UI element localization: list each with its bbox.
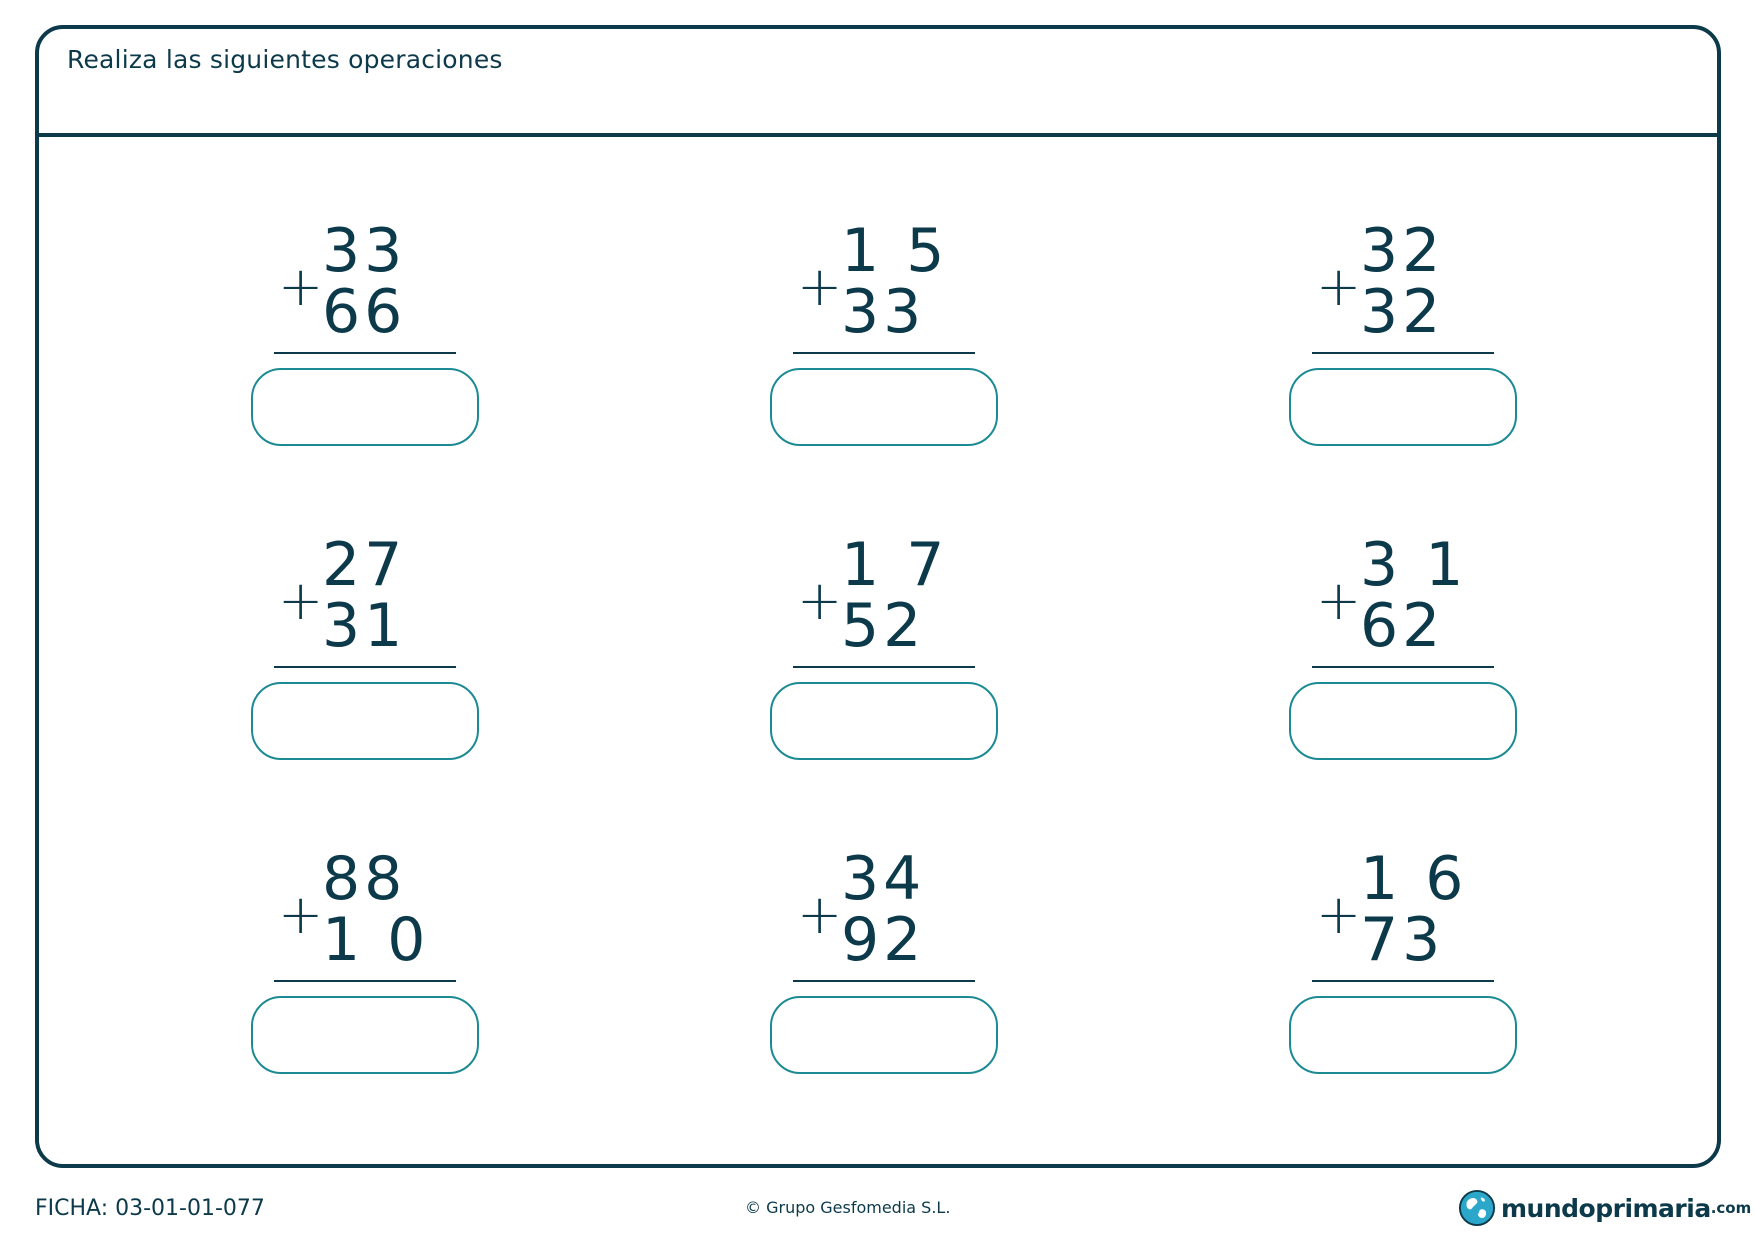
sum-line — [793, 352, 975, 354]
sum-line — [793, 666, 975, 668]
addend-bottom: 66 — [322, 277, 407, 347]
logo-name: mundoprimaria — [1501, 1193, 1711, 1223]
addend-bottom: 32 — [1360, 277, 1445, 347]
plus-sign: + — [797, 569, 843, 632]
addend-top: 32 — [1360, 216, 1445, 286]
instruction-title: Realiza las siguientes operaciones — [67, 45, 503, 74]
addend-bottom: 62 — [1360, 591, 1445, 661]
plus-sign: + — [278, 255, 324, 318]
answer-box[interactable] — [251, 682, 479, 760]
addend-top: 27 — [322, 530, 407, 600]
addend-top: 1 7 — [841, 530, 949, 600]
globe-icon — [1458, 1189, 1496, 1227]
sum-line — [274, 666, 456, 668]
answer-box[interactable] — [251, 996, 479, 1074]
addend-top: 34 — [841, 844, 926, 914]
sum-line — [793, 980, 975, 982]
plus-sign: + — [1316, 569, 1362, 632]
ficha-code: FICHA: 03-01-01-077 — [35, 1196, 265, 1221]
answer-box[interactable] — [770, 682, 998, 760]
plus-sign: + — [797, 255, 843, 318]
addition-problem — [1284, 846, 1544, 1086]
addend-bottom: 52 — [841, 591, 926, 661]
addend-top: 88 — [322, 844, 407, 914]
addend-bottom: 92 — [841, 905, 926, 975]
addition-problem — [246, 532, 506, 772]
mundoprimaria-logo — [1458, 1188, 1751, 1228]
sum-line — [274, 352, 456, 354]
addend-bottom: 1 0 — [322, 905, 430, 975]
sum-line — [1312, 352, 1494, 354]
addend-top: 1 5 — [841, 216, 949, 286]
plus-sign: + — [1316, 883, 1362, 946]
addition-problem — [1284, 532, 1544, 772]
addition-problem — [765, 218, 1025, 458]
addition-problem — [765, 846, 1025, 1086]
addition-problem — [246, 218, 506, 458]
answer-box[interactable] — [1289, 368, 1517, 446]
sum-line — [1312, 666, 1494, 668]
logo-tld: .com — [1710, 1199, 1752, 1217]
plus-sign: + — [797, 883, 843, 946]
plus-sign: + — [278, 569, 324, 632]
answer-box[interactable] — [1289, 682, 1517, 760]
addition-problem — [765, 532, 1025, 772]
plus-sign: + — [1316, 255, 1362, 318]
addend-top: 3 1 — [1360, 530, 1468, 600]
answer-box[interactable] — [770, 368, 998, 446]
addend-bottom: 31 — [322, 591, 407, 661]
sum-line — [274, 980, 456, 982]
addend-top: 1 6 — [1360, 844, 1468, 914]
copyright-notice: © Grupo Gesfomedia S.L. — [745, 1198, 951, 1217]
addend-bottom: 73 — [1360, 905, 1445, 975]
sum-line — [1312, 980, 1494, 982]
worksheet-frame — [35, 25, 1721, 1168]
answer-box[interactable] — [251, 368, 479, 446]
problems-grid — [39, 137, 1717, 1164]
answer-box[interactable] — [770, 996, 998, 1074]
plus-sign: + — [278, 883, 324, 946]
footer — [0, 1180, 1754, 1240]
addition-problem — [1284, 218, 1544, 458]
addend-top: 33 — [322, 216, 407, 286]
addition-problem — [246, 846, 506, 1086]
addend-bottom: 33 — [841, 277, 926, 347]
answer-box[interactable] — [1289, 996, 1517, 1074]
